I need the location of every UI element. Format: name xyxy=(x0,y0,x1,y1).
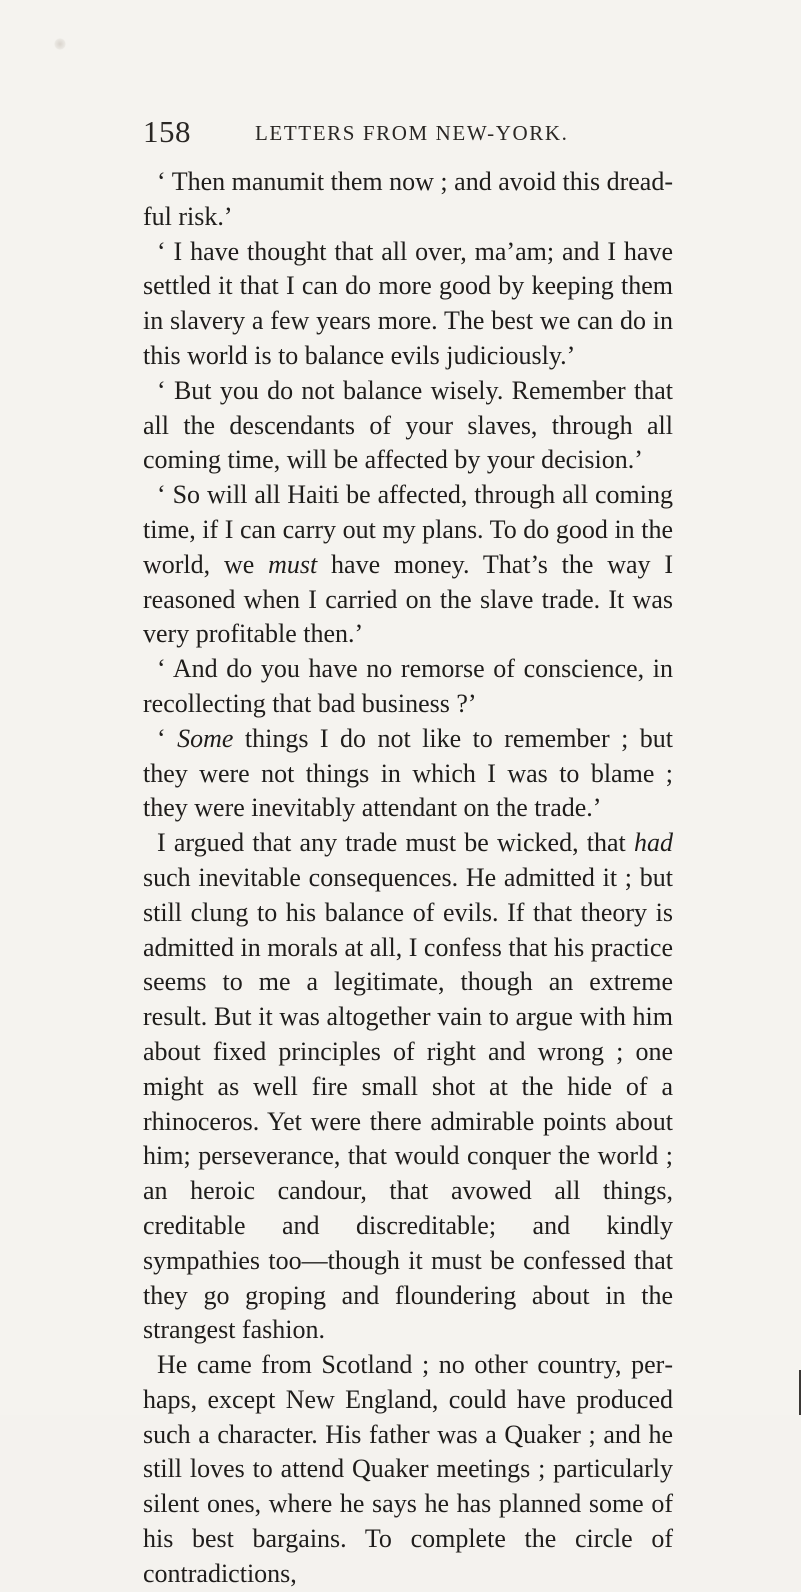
paragraph-7: I argued that any trade must be wicked, that had such inevitable consequences. He admitted it ; but still clung to his balance of evils. If that theory is admitted in morals at all, I confess that his practice seems to me a legitimate, though an extreme result. But it was altogether vain to argue with him about fixed principles of right and wrong ; one might as well fire small shot at the hide of a rhinoceros. Yet were there admirable points about him; perseverance, that would conquer the world ; an heroic candour, that avowed all things, creditable and discreditable; and kindly sympathies too—though it must be confessed that they go groping and floundering about in the strangest fashion. xyxy=(143,828,673,1345)
paragraph-8: He came from Scotland ; no other country, perhaps, except New England, could have produced such a character. His father was a Quaker ; and he still loves to attend Quaker meetings ; particularly silent ones, where he says he has planned some of his best bargains. To complete the circle of contradictions, xyxy=(143,1350,673,1588)
emphasis-had: had xyxy=(634,828,673,858)
paragraph-1: ‘ Then manumit them now ; and avoid this dreadful risk.’ xyxy=(143,167,673,231)
paragraph-2: ‘ I have thought that all over, ma’am; and I have settled it that I can do more good by keeping them in slavery a few years more. The best we can do in this world is to balance evils judiciously.’ xyxy=(143,236,673,370)
emphasis-some: Some xyxy=(177,723,234,753)
running-head xyxy=(143,114,683,150)
paper-blemish xyxy=(54,38,66,50)
running-title: LETTERS FROM NEW-YORK. xyxy=(255,121,569,145)
emphasis-must: must xyxy=(268,549,318,579)
paragraph-4: ‘ So will all Haiti be affected, through all coming time, if I can carry out my plans. To do good in the world, we must have money. That’s the way I reasoned when I carried on the slave trade. It was very profitable then.’ xyxy=(143,480,673,649)
paragraph-5: ‘ And do you have no remorse of conscience, in recollecting that bad business ?’ xyxy=(143,654,673,718)
body-text xyxy=(143,165,673,1592)
page-number: 158 xyxy=(143,114,191,149)
paragraph-6: ‘ Some things I do not like to remember ; but they were not things in which I was to blame ; they were inevitably attendant on the trade.’ xyxy=(143,723,673,823)
paragraph-3: ‘ But you do not balance wisely. Remember that all the descendants of your slaves, through all coming time, will be affected by your decision.’ xyxy=(143,375,673,475)
